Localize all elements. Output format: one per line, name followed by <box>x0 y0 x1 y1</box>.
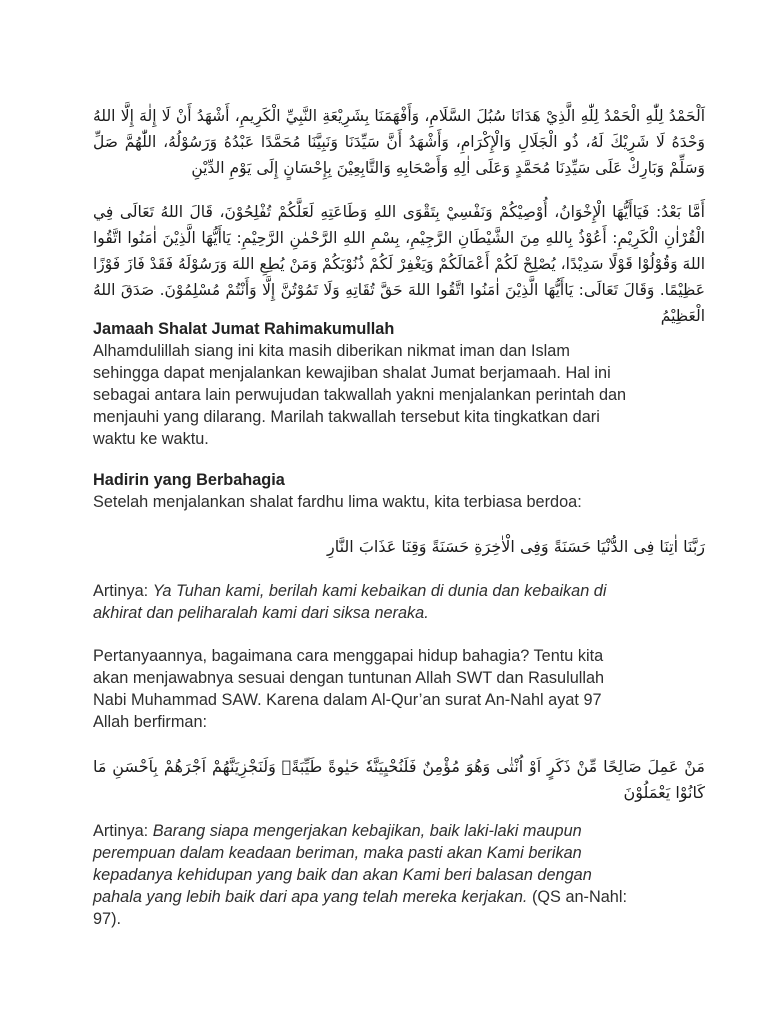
paragraph-line: Setelah menjalankan shalat fardhu lima waktu, kita terbiasa berdoa: <box>93 493 582 511</box>
opening-arabic-paragraph-1: اَلْحَمْدُ لِلّٰهِ الْحَمْدُ لِلّٰهِ الَّذِيْ هَدَانَا سُبُلَ السَّلَامِ، وَأَفْهَمَنَا بِشَرِيْعَةِ النَّبِيِّ الْكَرِيمِ، أَشْهَدُ أَنْ لَا إِلٰهَ إِلَّا اللهُ وَحْدَهُ لَا شَرِيْكَ لَهُ، ذُو الْجَلَالِ وَالْإِكْرَامِ، وَأَشْهَدُ أَنَّ سَيِّدَنَا وَنَبِيَّنَا مُحَمَّدًا عَبْدُهُ وَرَسُوْلُهُ، اللّٰهُمَّ صَلِّ وَسَلِّمْ وَبَارِكْ عَلَى سَيِّدِنَا مُحَمَّدٍ وَعَلَى اٰلِهِ وَأَصْحَابِهِ وَالتَّابِعِيْنَ بِإِحْسَانٍ إِلَى يَوْمِ الدِّيْنِ <box>93 107 705 177</box>
artinya-translation: perempuan dalam keadaan beriman, maka pasti akan Kami berikan <box>93 844 582 862</box>
artinya-translation: kepadanya kehidupan yang baik dan akan Kami beri balasan dengan <box>93 866 592 884</box>
paragraph-line: Allah berfirman: <box>93 713 208 731</box>
paragraph-line: akan menjawabnya sesuai dengan tuntunan Allah SWT dan Rasulullah <box>93 669 605 687</box>
artinya-translation: akhirat dan peliharalah kami dari siksa neraka. <box>93 604 429 622</box>
doa-arabic: رَبَّنَا اٰتِنَا فِى الدُّنْيَا حَسَنَةً وَفِى الْاٰخِرَةِ حَسَنَةً وَقِنَا عَذَابَ النَّارِ <box>326 537 705 556</box>
paragraph-line: sebagai antara lain perwujudan takwallah yakni menjalankan perintah dan <box>93 386 627 404</box>
artinya-translation: Barang siapa mengerjakan kebajikan, baik laki-laki maupun <box>152 822 582 840</box>
artinya-label: Artinya: <box>93 822 153 840</box>
paragraph-line: Pertanyaannya, bagaimana cara menggapai hidup bahagia? Tentu kita <box>93 647 604 665</box>
artinya-translation: pahala yang lebih baik dari apa yang telah mereka kerjakan. <box>93 888 528 906</box>
paragraph-3 <box>93 645 693 733</box>
section-2 <box>93 469 693 513</box>
heading-hadirin: Hadirin yang Berbahagia <box>93 471 285 489</box>
paragraph-line: menjauhi yang dilarang. Marilah takwallah tersebut kita tingkatkan dari <box>93 408 600 426</box>
paragraph-line: sehingga dapat menjalankan kewajiban shalat Jumat berjamaah. Hal ini <box>93 364 611 382</box>
artinya-doa <box>93 580 693 624</box>
paragraph-line: Alhamdulillah siang ini kita masih diberikan nikmat iman dan Islam <box>93 342 570 360</box>
heading-jamaah: Jamaah Shalat Jumat Rahimakumullah <box>93 320 395 338</box>
citation: 97). <box>93 910 122 928</box>
paragraph-line: waktu ke waktu. <box>93 430 209 448</box>
paragraph-line: Nabi Muhammad SAW. Karena dalam Al-Qur’an surat An-Nahl ayat 97 <box>93 691 602 709</box>
ayat-an-nahl-97: مَنْ عَمِلَ صَالِحًا مِّنْ ذَكَرٍ اَوْ اُنْثٰى وَهُوَ مُؤْمِنٌ فَلَنُحْيِيَنَّهٗ حَيٰوةً طَيِّبَةًۚ وَلَنَجْزِيَنَّهُمْ اَجْرَهُمْ بِاَحْسَنِ مَا كَانُوْا يَعْمَلُوْنَ <box>93 757 705 802</box>
artinya-ayat <box>93 820 693 930</box>
artinya-translation: Ya Tuhan kami, berilah kami kebaikan di dunia dan kebaikan di <box>152 582 607 600</box>
section-1 <box>93 318 693 450</box>
citation: (QS an-Nahl: <box>527 888 627 906</box>
artinya-label: Artinya: <box>93 582 153 600</box>
opening-arabic-paragraph-2: أَمَّا بَعْدُ: فَيَاأَيُّهَا الْإِخْوَانُ، أُوْصِيْكُمْ وَنَفْسِيْ بِتَقْوَى اللهِ وَطَاعَتِهِ لَعَلَّكُمْ تُفْلِحُوْنَ، قَالَ اللهُ تَعَالَى فِي الْقُرْاٰنِ الْكَرِيْمِ: أَعُوْذُ بِاللهِ مِنَ الشَّيْطَانِ الرَّجِيْمِ، بِسْمِ اللهِ الرَّحْمٰنِ الرَّحِيْمِ: يَاأَيُّهَا الَّذِيْنَ اٰمَنُوا اتَّقُوا اللهَ وَقُوْلُوْا قَوْلًا سَدِيْدًا، يُصْلِحْ لَكُمْ أَعْمَالَكُمْ وَيَغْفِرْ لَكُمْ ذُنُوْبَكُمْ وَمَنْ يُطِعِ اللهَ وَرَسُوْلَهُ فَقَدْ فَازَ فَوْزًا عَظِيْمًا. وَقَالَ تَعَالَى: يَاأَيُّهَا الَّذِيْنَ اٰمَنُوا اتَّقُوا اللهَ حَقَّ تُقَاتِهِ وَلَا تَمُوْتُنَّ إِلَّا وَأَنْتُمْ مُسْلِمُوْنَ. صَدَقَ اللهُ الْعَظِيْمُ <box>93 203 705 325</box>
